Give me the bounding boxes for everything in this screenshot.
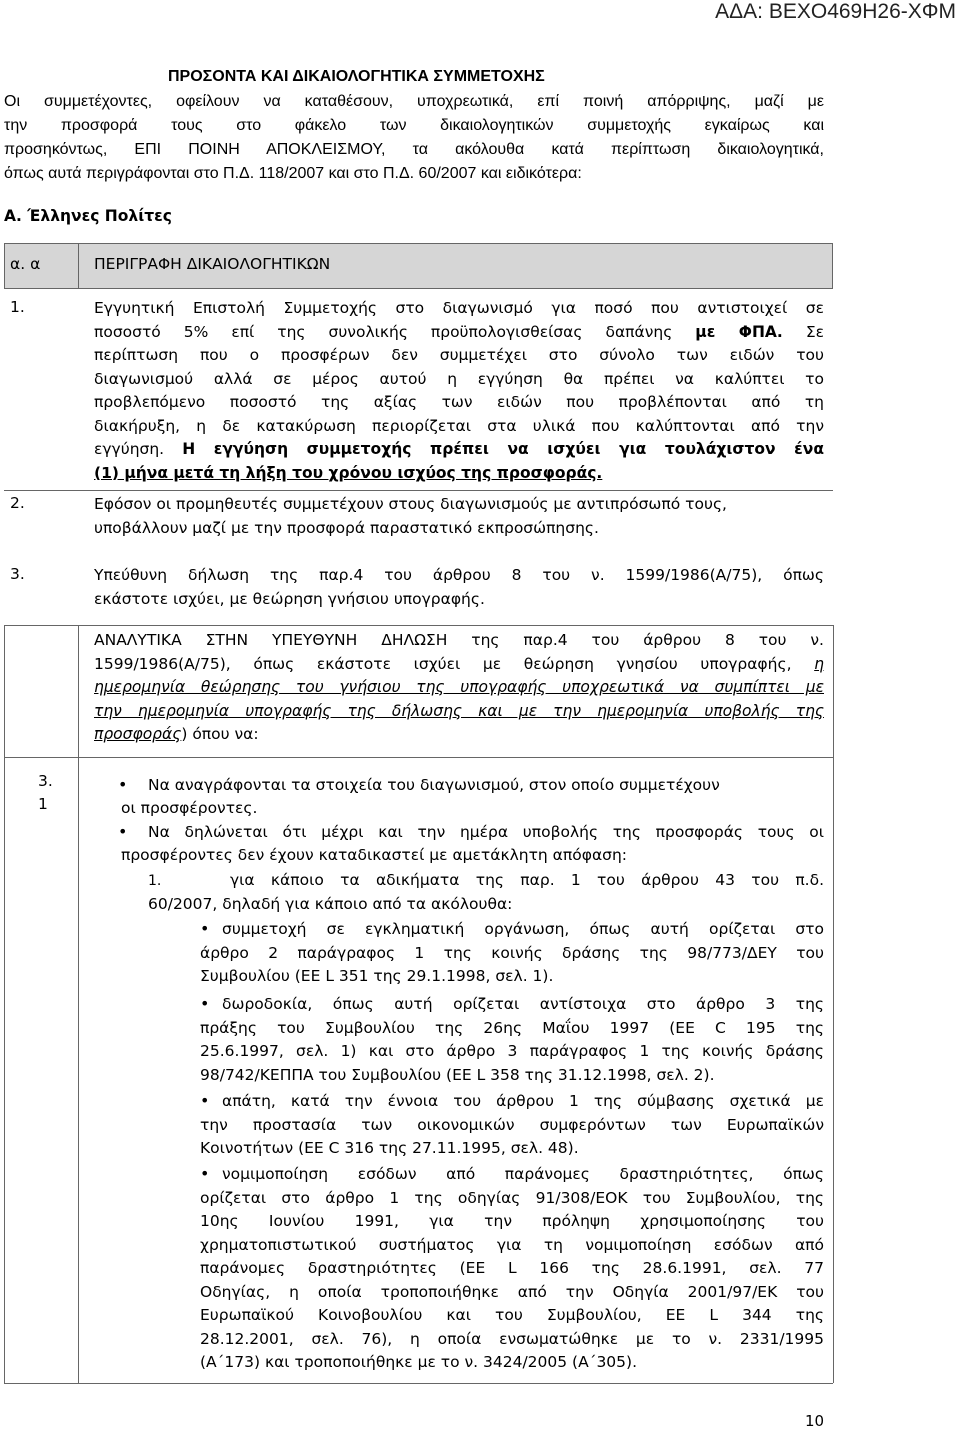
row-separator xyxy=(4,1383,833,1384)
bullet-icon: • xyxy=(200,994,210,1013)
sub-item-text: για κάποιο τα αδικήματα της παρ. 1 του άρθρου 43 του π.δ. xyxy=(230,871,824,889)
ada-code: ΑΔΑ: ΒΕΧΟ469Η26-ΧΦΜ xyxy=(715,0,956,23)
intro-paragraph xyxy=(4,90,824,186)
sub-item-number: 1. xyxy=(148,873,162,889)
divider xyxy=(78,625,79,757)
header-desc: ΠΕΡΙΓΡΑΦΗ ΔΙΚΑΙΟΛΟΓΗΤΙΚΩΝ xyxy=(94,255,331,273)
row-number: 2. xyxy=(10,494,25,512)
row3-text: Υπεύθυνη δήλωση της παρ.4 του άρθρου 8 του ν. 1599/1986(Α/75), όπως εκάστοτε ισχύει, με θεώρηση γνήσιου υπογραφής. xyxy=(94,566,824,608)
bullet-icon: • xyxy=(200,1091,210,1110)
offence-item: • συμμετοχή σε εγκληματική οργάνωση, όπως αυτή ορίζεται στο άρθρο 2 παράγραφος 1 της κοινής δράσης της 98/773/ΔΕΥ του Συμβουλίου (ΕΕ L 351 της 29.1.1998, σελ. 1). xyxy=(200,919,824,985)
bullet-item: • Να δηλώνεται ότι μέχρι και την ημέρα υποβολής της προσφοράς τους οι xyxy=(118,820,824,845)
row-separator xyxy=(4,625,833,626)
row-number: 1 xyxy=(38,795,48,813)
intro-line: Οι συμμετέχοντες, οφείλουν να καταθέσουν, υποχρεωτικά, επί ποινή απόρριψης, μαζί με xyxy=(4,93,824,110)
row1-text: Εγγυητική Επιστολή Συμμετοχής στο διαγωνισμό για ποσό που αντιστοιχεί σε ποσοστό 5% επί της συνολικής προϋπολογισθείσας δαπάνης με ΦΠΑ. Σε περίπτωση που ο προσφέρων δεν συμμετέχει στο σύνολο των ειδών του διαγωνισμού αλλά σε μέρος αυτού η εγγύηση θα πρέπει να καλύπτει το προβλεπόμενο ποσοστό της αξίας των ειδών που προβλέπονται από τη διακήρυξη, η δε κατακύρωση περιορίζεται στα υλικά που καλύπτονται από την εγγύηση. Η εγγύηση συμμετοχής πρέπει να ισχύει για τουλάχιστον ένα (1) μήνα μετά τη λήξη του χρόνου ισχύος της προσφοράς. xyxy=(94,299,824,482)
divider xyxy=(833,757,834,1383)
header-num: α. α xyxy=(10,255,41,273)
divider xyxy=(833,625,834,757)
bullet-item-cont: προσφέροντες δεν έχουν καταδικαστεί με αμετάκλητη απόφαση: xyxy=(121,846,628,864)
bullet-icon: • xyxy=(118,775,128,794)
divider xyxy=(4,625,5,757)
bullet-item-cont: οι προσφέροντες. xyxy=(121,799,258,817)
divider xyxy=(4,757,5,1383)
offence-item: • δωροδοκία, όπως αυτή ορίζεται αντίστοιχα στο άρθρο 3 της πράξης του Συμβουλίου της 26ης Μαΐου 1997 (ΕΕ C 195 της 25.6.1997, σελ. 1) και στο άρθρο 3 παράγραφος 1 της κοινής δράσης 98/742/ΚΕΠΠΑ του Συμβουλίου (ΕΕ L 358 της 31.12.1998, σελ. 2). xyxy=(200,994,824,1084)
row-number: 1. xyxy=(10,298,25,316)
row-separator xyxy=(4,490,833,491)
page-number: 10 xyxy=(805,1412,825,1430)
offence-item: • νομιμοποίηση εσόδων από παράνομες δραστηριότητες, όπως ορίζεται στο άρθρο 1 της οδηγίας 91/308/ΕΟΚ του Συμβουλίου, της 10ης Ιουνίου 1991, για την πρόληψη χρησιμοποίησης του χρηματοπιστωτικού συστήματος για τη νομιμοποίηση εσόδων από παράνομες δραστηριότητες (ΕΕ L 166 της 28.6.1991, σελ. 77 Οδηγίας, η οποία τροποποιήθηκε από την Οδηγία 2001/97/ΕΚ του Ευρωπαϊκού Κοινοβουλίου και του Συμβουλίου, ΕΕ L 344 της 28.12.2001, σελ. 76), η οποία ενσωματώθηκε με το ν. 2331/1995 (Α΄173) και τροποποιήθηκε με το ν. 3424/2005 (Α΄305). xyxy=(200,1164,824,1371)
page-title: ΠΡΟΣΟΝΤΑ ΚΑΙ ΔΙΚΑΙΟΛΟΓΗΤΙΚΑ ΣΥΜΜΕΤΟΧΗΣ xyxy=(168,68,545,85)
intro-line: όπως αυτά περιγράφονται στο Π.Δ. 118/2007 και στο Π.Δ. 60/2007 και ειδικότερα: xyxy=(4,165,582,182)
offence-item: • απάτη, κατά την έννοια του άρθρου 1 της σύμβασης σχετικά με την προστασία των οικονομικών συμφερόντων των Ευρωπαϊκών Κοινοτήτων (ΕΕ C 316 της 27.11.1995, σελ. 48). xyxy=(200,1091,824,1157)
row-separator xyxy=(4,757,833,758)
row2-text: Εφόσον οι προμηθευτές συμμετέχουν στους διαγωνισμούς με αντιπρόσωπό τους, υποβάλλουν μαζί με την προσφορά παραστατικό εκπροσώπησης. xyxy=(94,495,727,537)
row-number: 3. xyxy=(10,565,25,583)
row-number: 3. xyxy=(38,772,53,790)
sub-item-text: 60/2007, δηλαδή για κάποιο από τα ακόλουθα: xyxy=(148,895,513,913)
divider xyxy=(78,243,79,289)
bullet-icon: • xyxy=(200,1164,210,1183)
intro-line: προσηκόντως, ΕΠΙ ΠΟΙΝΗ ΑΠΟΚΛΕΙΣΜΟΥ, τα ακόλουθα κατά περίπτωση δικαιολογητικά, xyxy=(4,141,824,158)
bullet-item: • Να αναγράφονται τα στοιχεία του διαγωνισμού, στον οποίο συμμετέχουν xyxy=(118,773,824,798)
intro-line: την προσφορά τους στο φάκελο των δικαιολογητικών συμμετοχής εγκαίρως και xyxy=(4,117,824,134)
section-heading: Α. Έλληνες Πολίτες xyxy=(4,207,172,225)
bullet-icon: • xyxy=(118,822,128,841)
bullet-icon: • xyxy=(200,919,210,938)
row3-detail: ΑΝΑΛΥΤΙΚΑ ΣΤΗΝ ΥΠΕΥΘΥΝΗ ΔΗΛΩΣΗ της παρ.4 του άρθρου 8 του ν. 1599/1986(Α/75), όπως εκάστοτε ισχύει με θεώρηση γνησίου υπογραφής, η ημερομηνία θεώρησης του γνήσιου της υπογραφής υποχρεωτικά να συμπίπτει με την ημερομηνία υπογραφής της δήλωσης και με την ημερομηνία υποβολής της προσφοράς) όπου να: xyxy=(94,631,824,743)
divider xyxy=(78,757,79,1383)
